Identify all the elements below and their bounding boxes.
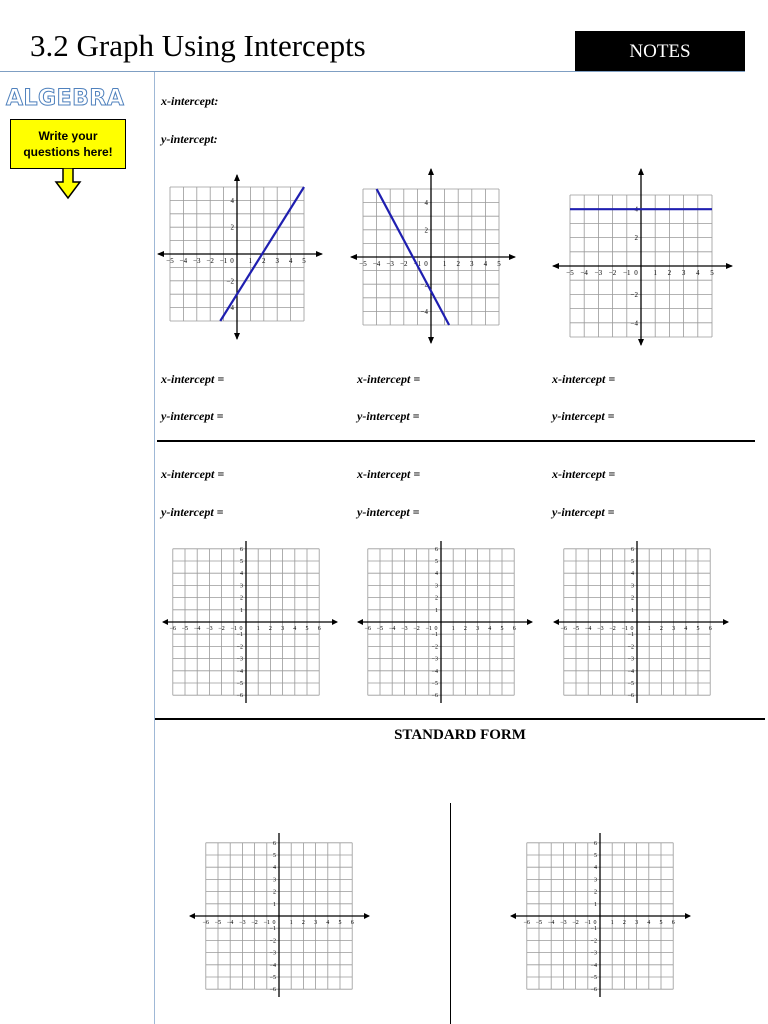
y-tick-label: −6 xyxy=(431,693,438,700)
x-axis-arrow-right xyxy=(364,913,370,919)
down-arrow-icon xyxy=(54,168,82,200)
x-tick-label: 0 xyxy=(239,626,243,632)
x-tick-label: 6 xyxy=(350,920,354,926)
x-tick-label: −2 xyxy=(206,257,214,265)
x-tick-label: −3 xyxy=(386,260,394,268)
x-tick-label: −4 xyxy=(194,626,201,632)
x-tick-label: 5 xyxy=(500,626,504,632)
x-tick-label: −1 xyxy=(219,257,228,265)
x-axis-arrow-right xyxy=(316,251,323,257)
y-tick-label: −2 xyxy=(269,938,276,945)
y-axis-arrow-up xyxy=(234,174,240,181)
answer-y-intercept-label: y-intercept = xyxy=(552,409,615,423)
y-axis-arrow-down xyxy=(428,337,434,344)
x-tick-label: 4 xyxy=(293,626,297,632)
x-tick-label: −5 xyxy=(166,257,174,265)
x-tick-label: −5 xyxy=(214,920,222,926)
y-tick-label: −3 xyxy=(236,656,243,663)
x-tick-label: 2 xyxy=(456,260,460,268)
x-tick-label: 2 xyxy=(463,626,467,632)
y-tick-label: 2 xyxy=(230,223,234,232)
y-tick-label: −6 xyxy=(269,987,276,994)
y-axis-arrow-up xyxy=(638,168,644,175)
x-tick-label: −5 xyxy=(181,626,189,632)
y-axis-arrow-up xyxy=(428,168,434,175)
graph-1 xyxy=(155,172,325,342)
y-axis-arrow-down xyxy=(638,339,644,346)
y-tick-label: 6 xyxy=(435,546,438,553)
y-tick-label: −6 xyxy=(627,693,634,700)
answer-y-intercept-label: y-intercept = xyxy=(161,409,224,423)
y-tick-label: −1 xyxy=(431,632,438,639)
y-tick-label: −4 xyxy=(627,668,634,675)
y-tick-label: 2 xyxy=(631,595,634,602)
x-axis-arrow-left xyxy=(189,913,195,919)
x-intercept-definition-label: x-intercept: xyxy=(161,94,219,108)
x-tick-label: 5 xyxy=(302,257,306,265)
x-tick-label: −5 xyxy=(359,260,367,268)
graph-2 xyxy=(348,166,518,346)
x-tick-label: 6 xyxy=(708,626,712,632)
x-tick-label: 3 xyxy=(635,920,639,926)
answer-y-intercept-label: y-intercept = xyxy=(357,505,420,519)
x-tick-label: 5 xyxy=(305,626,309,632)
x-tick-label: 2 xyxy=(659,626,663,632)
x-axis-arrow-left xyxy=(350,254,357,260)
x-tick-label: −4 xyxy=(548,920,555,926)
y-tick-label: −5 xyxy=(590,975,597,981)
y-tick-label: −4 xyxy=(590,962,597,969)
y-tick-label: −3 xyxy=(627,656,634,663)
y-tick-label: −4 xyxy=(431,668,438,675)
x-tick-label: −1 xyxy=(230,626,237,632)
x-tick-label: 1 xyxy=(647,626,651,632)
answer-x-intercept-label: x-intercept = xyxy=(357,467,421,481)
y-tick-label: 5 xyxy=(594,853,597,859)
y-tick-label: 5 xyxy=(631,559,634,565)
x-axis-arrow-right xyxy=(527,619,533,625)
x-axis-arrow-right xyxy=(723,619,729,625)
x-tick-label: 0 xyxy=(630,626,634,632)
x-axis-arrow-right xyxy=(332,619,338,625)
y-tick-label: 3 xyxy=(435,583,438,590)
y-tick-label: 1 xyxy=(594,901,597,908)
x-tick-label: 3 xyxy=(281,626,285,632)
x-tick-label: −3 xyxy=(594,269,603,277)
y-tick-label: 4 xyxy=(230,196,234,205)
x-axis-arrow-right xyxy=(685,913,691,919)
y-tick-label: −4 xyxy=(420,307,428,316)
y-tick-label: 1 xyxy=(435,607,438,614)
page-title: 3.2 Graph Using Intercepts xyxy=(30,28,366,63)
y-tick-label: −2 xyxy=(630,290,638,299)
y-tick-label: 1 xyxy=(273,901,276,908)
y-tick-label: 3 xyxy=(631,583,634,590)
x-tick-label: −2 xyxy=(608,269,617,277)
x-tick-label: 4 xyxy=(684,626,688,632)
title-divider xyxy=(0,71,745,72)
x-tick-label: 4 xyxy=(483,260,488,268)
callout-line-1: Write your xyxy=(38,129,98,143)
answer-x-intercept-label: x-intercept = xyxy=(357,372,421,386)
blank-graph-2 xyxy=(355,538,535,706)
x-tick-label: 0 xyxy=(424,260,428,268)
y-tick-label: −5 xyxy=(236,681,243,687)
x-axis-arrow-right xyxy=(509,254,516,260)
x-tick-label: −4 xyxy=(585,626,592,632)
y-tick-label: −2 xyxy=(236,644,243,651)
x-tick-label: −4 xyxy=(179,257,188,265)
x-tick-label: 0 xyxy=(434,626,438,632)
y-tick-label: −2 xyxy=(431,644,438,651)
x-tick-label: −4 xyxy=(372,260,381,268)
x-tick-label: −4 xyxy=(389,626,396,632)
x-tick-label: −2 xyxy=(251,920,258,926)
x-tick-label: 3 xyxy=(681,269,686,277)
y-tick-label: −1 xyxy=(590,926,597,933)
x-tick-label: 3 xyxy=(275,257,279,265)
y-tick-label: 5 xyxy=(273,853,276,859)
y-tick-label: 6 xyxy=(631,546,634,553)
x-tick-label: 4 xyxy=(696,269,700,277)
y-axis-arrow-down xyxy=(234,333,240,340)
x-tick-label: 2 xyxy=(262,257,266,265)
x-tick-label: −2 xyxy=(400,260,408,268)
x-axis-arrow-left xyxy=(552,263,559,269)
y-tick-label: 4 xyxy=(594,865,597,872)
x-tick-label: −3 xyxy=(239,920,246,926)
y-tick-label: 4 xyxy=(424,199,428,208)
x-tick-label: 4 xyxy=(288,257,293,265)
questions-callout xyxy=(10,119,126,169)
x-tick-label: −6 xyxy=(169,626,176,632)
x-tick-label: 0 xyxy=(593,920,597,926)
y-intercept-definition-label: y-intercept: xyxy=(161,132,218,146)
x-tick-label: 4 xyxy=(326,920,330,926)
x-tick-label: −3 xyxy=(401,626,408,632)
answer-x-intercept-label: x-intercept = xyxy=(552,372,616,386)
y-tick-label: 2 xyxy=(634,234,638,243)
y-tick-label: 5 xyxy=(435,559,438,565)
x-tick-label: 3 xyxy=(314,920,318,926)
x-tick-label: 2 xyxy=(622,920,626,926)
y-tick-label: −4 xyxy=(269,962,276,969)
x-axis-arrow-left xyxy=(357,619,363,625)
y-tick-label: 6 xyxy=(240,546,243,553)
x-axis-arrow-left xyxy=(162,619,168,625)
y-tick-label: 6 xyxy=(594,840,597,847)
x-axis-arrow-left xyxy=(553,619,559,625)
x-tick-label: −2 xyxy=(572,920,579,926)
x-tick-label: 1 xyxy=(451,626,455,632)
blank-graph-1 xyxy=(160,538,340,706)
y-tick-label: −5 xyxy=(627,681,634,687)
y-tick-label: −4 xyxy=(236,668,243,675)
x-tick-label: 6 xyxy=(512,626,516,632)
y-tick-label: −2 xyxy=(226,277,234,286)
x-tick-label: 4 xyxy=(488,626,492,632)
x-tick-label: 5 xyxy=(338,920,342,926)
notes-badge: NOTES xyxy=(575,31,745,72)
x-tick-label: 4 xyxy=(647,920,651,926)
y-tick-label: 4 xyxy=(435,571,438,578)
y-tick-label: 6 xyxy=(273,840,276,847)
graph-3 xyxy=(550,166,735,348)
x-tick-label: 5 xyxy=(696,626,700,632)
x-tick-label: 2 xyxy=(301,920,305,926)
y-tick-label: 4 xyxy=(240,571,243,578)
y-tick-label: −5 xyxy=(431,681,438,687)
y-tick-label: 2 xyxy=(240,595,243,602)
y-tick-label: −2 xyxy=(627,644,634,651)
x-tick-label: −3 xyxy=(597,626,604,632)
section-divider xyxy=(155,718,765,720)
x-tick-label: 1 xyxy=(442,260,447,268)
x-tick-label: 5 xyxy=(659,920,663,926)
standard-form-heading: STANDARD FORM xyxy=(394,727,526,743)
x-tick-label: 3 xyxy=(470,260,474,268)
x-tick-label: 1 xyxy=(256,626,260,632)
y-tick-label: −6 xyxy=(590,987,597,994)
x-tick-label: 6 xyxy=(317,626,321,632)
x-tick-label: 1 xyxy=(289,920,293,926)
blank-graph-5 xyxy=(508,830,693,1000)
y-tick-label: 2 xyxy=(273,889,276,896)
blank-graph-4 xyxy=(187,830,372,1000)
x-tick-label: 0 xyxy=(272,920,276,926)
y-tick-label: 5 xyxy=(240,559,243,565)
column-divider xyxy=(450,803,451,1024)
x-tick-label: −2 xyxy=(218,626,225,632)
y-tick-label: −1 xyxy=(627,632,634,639)
y-tick-label: −1 xyxy=(236,632,243,639)
y-tick-label: 4 xyxy=(634,205,638,214)
x-tick-label: −5 xyxy=(572,626,580,632)
x-tick-label: −2 xyxy=(413,626,420,632)
x-tick-label: −6 xyxy=(202,920,209,926)
x-tick-label: −3 xyxy=(560,920,567,926)
x-axis-arrow-left xyxy=(510,913,516,919)
y-tick-label: 1 xyxy=(240,607,243,614)
y-tick-label: 3 xyxy=(273,877,276,884)
answer-y-intercept-label: y-intercept = xyxy=(161,505,224,519)
x-tick-label: −2 xyxy=(609,626,616,632)
y-tick-label: 2 xyxy=(424,226,428,235)
x-tick-label: −4 xyxy=(580,269,588,277)
y-tick-label: −3 xyxy=(269,950,276,957)
y-tick-label: −4 xyxy=(630,319,638,328)
y-tick-label: 3 xyxy=(594,877,597,884)
x-tick-label: 0 xyxy=(634,269,638,277)
x-tick-label: 2 xyxy=(667,269,672,277)
x-tick-label: −1 xyxy=(263,920,270,926)
answer-x-intercept-label: x-intercept = xyxy=(552,467,616,481)
x-axis-arrow-right xyxy=(726,263,733,269)
x-tick-label: 6 xyxy=(671,920,675,926)
y-tick-label: −4 xyxy=(226,304,234,313)
y-tick-label: −2 xyxy=(420,280,428,289)
algebra-logo: ALGEBRA xyxy=(6,86,125,111)
y-tick-label: 2 xyxy=(594,889,597,896)
x-tick-label: −5 xyxy=(535,920,543,926)
callout-line-2: questions here! xyxy=(23,145,113,159)
x-tick-label: −4 xyxy=(227,920,234,926)
x-tick-label: −1 xyxy=(413,260,422,268)
y-tick-label: 1 xyxy=(631,607,634,614)
y-tick-label: −1 xyxy=(269,926,276,933)
x-tick-label: −6 xyxy=(364,626,371,632)
answer-x-intercept-label: x-intercept = xyxy=(161,467,225,481)
x-axis-arrow-left xyxy=(157,251,164,257)
x-tick-label: −3 xyxy=(206,626,213,632)
x-tick-label: −6 xyxy=(523,920,530,926)
y-tick-label: −5 xyxy=(269,975,276,981)
answer-x-intercept-label: x-intercept = xyxy=(161,372,225,386)
x-tick-label: 1 xyxy=(610,920,614,926)
blank-graph-3 xyxy=(551,538,731,706)
x-tick-label: −3 xyxy=(193,257,201,265)
section-divider xyxy=(157,440,755,442)
y-tick-label: 2 xyxy=(435,595,438,602)
x-tick-label: −5 xyxy=(566,269,574,277)
x-tick-label: −1 xyxy=(584,920,591,926)
y-tick-label: −3 xyxy=(431,656,438,663)
y-tick-label: 4 xyxy=(273,865,276,872)
x-tick-label: 1 xyxy=(248,257,253,265)
answer-y-intercept-label: y-intercept = xyxy=(357,409,420,423)
x-tick-label: −1 xyxy=(425,626,432,632)
x-tick-label: −1 xyxy=(621,626,628,632)
y-tick-label: 3 xyxy=(240,583,243,590)
x-tick-label: 3 xyxy=(476,626,480,632)
y-tick-label: −6 xyxy=(236,693,243,700)
x-tick-label: 0 xyxy=(230,257,234,265)
y-tick-label: 4 xyxy=(631,571,634,578)
y-tick-label: −2 xyxy=(590,938,597,945)
y-tick-label: −3 xyxy=(590,950,597,957)
x-tick-label: 5 xyxy=(710,269,714,277)
x-tick-label: 2 xyxy=(268,626,272,632)
x-tick-label: −5 xyxy=(376,626,384,632)
x-tick-label: −6 xyxy=(560,626,567,632)
x-tick-label: 1 xyxy=(653,269,657,277)
x-tick-label: 5 xyxy=(497,260,501,268)
x-tick-label: −1 xyxy=(623,269,631,277)
answer-y-intercept-label: y-intercept = xyxy=(552,505,615,519)
x-tick-label: 3 xyxy=(672,626,676,632)
